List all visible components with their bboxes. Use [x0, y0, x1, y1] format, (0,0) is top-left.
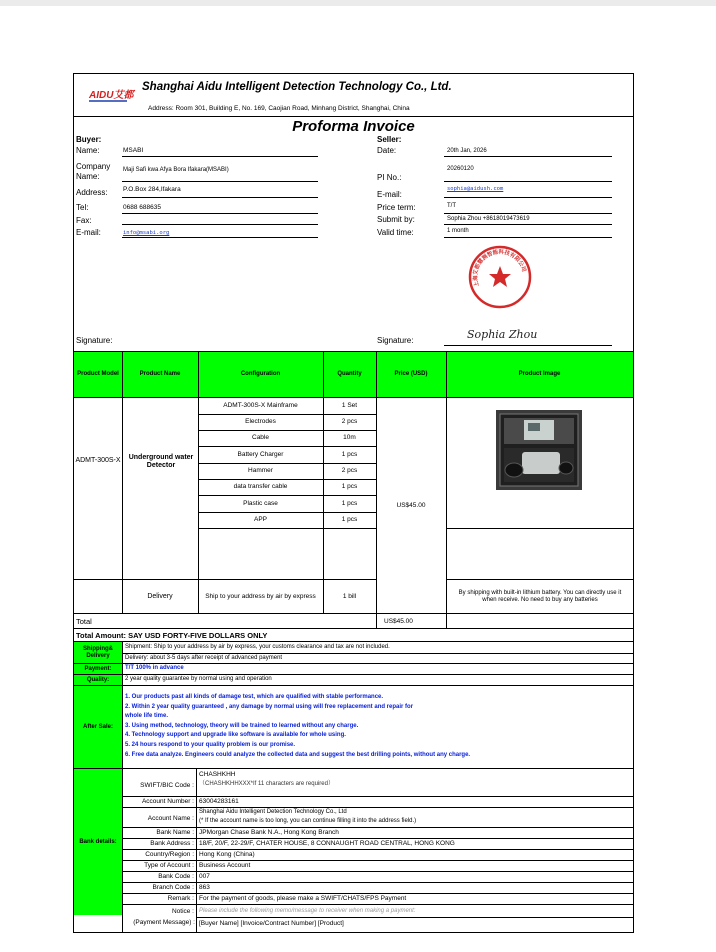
config-item: Hammer: [248, 467, 273, 474]
config-item: Battery Charger: [237, 450, 284, 458]
col-header-name: Product Name: [139, 371, 181, 377]
svg-text:上海艾都慧测智能科技有限公司: 上海艾都慧测智能科技有限公司: [472, 249, 527, 288]
col-header-model: Product Model: [77, 371, 119, 377]
bank-address-label: Bank Address :: [150, 840, 194, 847]
product-image: [496, 410, 582, 490]
qty-item: 1 pcs: [341, 450, 358, 458]
company-seal-stamp: [467, 244, 533, 310]
payment-label: Payment:: [84, 665, 112, 672]
buyer-address: P.O.Box 284,Ifakara: [123, 186, 181, 193]
seller-price-term-label: Price term:: [377, 203, 416, 212]
remark: For the payment of goods, please make a SWIFT/CHATS/FPS Payment: [199, 895, 407, 902]
product-name: Underground water Detector: [128, 454, 194, 469]
col-header-config: Configuration: [240, 371, 281, 377]
account-name-note: (* If the account name is too long, you can continue filling it into the address field.): [199, 818, 417, 824]
after-sale-line: 2. Within 2 year quality guaranteed , any damage by normal using will free replacement and repair for: [125, 704, 414, 710]
buyer-email-label: E-mail:: [76, 228, 101, 237]
col-header-image: Product Image: [518, 371, 561, 377]
page-title: Proforma Invoice: [292, 118, 415, 135]
account-number: 63004283161: [199, 798, 239, 805]
buyer-email[interactable]: info@msabi.org: [123, 230, 170, 236]
seller-submit: Sophia Zhou +8618019473619: [447, 216, 530, 222]
company-logo: [89, 86, 134, 104]
buyer-company-label: Company: [76, 162, 111, 171]
after-sale-line: 6. Free data analyze. Engineers could analyze the collected data and suggest the best drilling points, without any charge.: [125, 752, 471, 758]
seller-date: 20th Jan, 2026: [447, 148, 487, 154]
buyer-heading: Buyer:: [76, 135, 102, 144]
delivery-name: Delivery: [147, 592, 173, 600]
buyer-tel: 0688 688635: [123, 204, 161, 211]
after-sale-line: 4. Technology support and upgrade like software is available for whole using.: [125, 732, 346, 738]
shipment-text: Shipment: Ship to your address by air by express, your customs clearance and tax are not included.: [125, 644, 390, 650]
seller-pi: 20260120: [447, 166, 474, 172]
qty-item: 2 pcs: [341, 418, 358, 425]
qty-item: 1 pcs: [341, 516, 358, 523]
delivery-note: By shipping with built-in lithium battery. You can directly use it when receive. No need to buy any batteries: [458, 589, 622, 603]
branch-code-label: Branch Code :: [152, 884, 194, 891]
buyer-tel-label: Tel:: [76, 203, 89, 212]
account-type: Business Account: [199, 862, 251, 869]
bank-label: Bank details:: [79, 838, 117, 845]
country-label: Country/Region :: [145, 851, 194, 858]
after-sale-line: 1. Our products past all kinds of damage test, which are qualified with stable performance.: [125, 694, 384, 700]
buyer-company: Maji Safi kwa Afya Bora Ifakara(MSABI): [123, 167, 229, 173]
bank-name-label: Bank Name :: [156, 829, 194, 836]
delivery-config: Ship to your address by air by express: [205, 592, 316, 600]
swift-code: CHASHKHH: [199, 771, 236, 778]
delivery-qty: 1 bill: [342, 592, 357, 600]
branch-code: 863: [199, 884, 210, 891]
buyer-address-label: Address:: [76, 188, 108, 197]
quality-label: Quality:: [86, 676, 110, 683]
config-item: Electrodes: [245, 418, 276, 425]
seller-submit-label: Submit by:: [377, 215, 415, 224]
seller-pi-label: PI No.:: [377, 173, 402, 182]
col-header-price: Price (USD): [394, 371, 428, 377]
notice-label: Notice :: [171, 908, 194, 915]
country: Hong Kong (China): [199, 851, 255, 858]
seller-signature-label: Signature:: [377, 336, 414, 345]
notice-label-2: (Payment Message) :: [133, 919, 195, 926]
seller-heading: Seller:: [377, 135, 402, 144]
qty-item: 1 pcs: [341, 499, 358, 507]
buyer-name-label: Name:: [76, 146, 100, 155]
config-item: data transfer cable: [233, 483, 288, 490]
config-item: ADMT-300S-X Mainframe: [223, 402, 298, 409]
notice-text: Please include the following memo/message to receiver when making a payment:: [199, 908, 416, 914]
seller-price-term: T/T: [447, 203, 456, 209]
seller-date-label: Date:: [377, 146, 397, 155]
total-label: Total: [76, 617, 92, 626]
remark-label: Remark :: [167, 895, 194, 902]
payment-text: T/T 100% in advance: [125, 665, 184, 671]
account-name-label: Account Name :: [147, 815, 194, 822]
company-address: Address: Room 301, Building E, No. 169, Caojian Road, Minhang District, Shanghai, China: [148, 105, 410, 112]
seller-valid: 1 month: [447, 228, 469, 234]
config-item: Plastic case: [243, 499, 278, 507]
total-amount: Total Amount: SAY USD FORTY-FIVE DOLLARS ONLY: [76, 631, 268, 640]
bank-name: JPMorgan Chase Bank N.A., Hong Kong Branch: [199, 829, 339, 836]
company-name: Shanghai Aidu Intelligent Detection Technology Co., Ltd.: [142, 81, 452, 93]
quality-text: 2 year quality guarantee by normal using and operation: [125, 676, 272, 682]
seller-email-label: E-mail:: [377, 190, 402, 199]
config-item: Cable: [252, 434, 269, 441]
qty-item: 1 Set: [341, 402, 358, 409]
col-header-quantity: Quantity: [337, 371, 362, 377]
viewer-top-bar: [0, 0, 716, 6]
shipping-label: Shipping& Delivery: [83, 645, 113, 659]
buyer-company-label-2: Name:: [76, 172, 100, 181]
product-model: ADMT-300S-X: [75, 457, 121, 464]
notice-format: [Buyer Name] [Invoice/Contract Number] [Product]: [199, 920, 344, 927]
svg-text:AIDU艾都: AIDU艾都: [89, 90, 134, 101]
qty-item: 1 pcs: [341, 483, 358, 490]
account-name: Shanghai Aidu Intelligent Detection Technology Co., Ltd: [199, 809, 347, 815]
qty-item: 10m: [343, 434, 356, 441]
account-type-label: Type of Account :: [144, 862, 194, 869]
buyer-fax-label: Fax:: [76, 216, 92, 225]
after-sale-line: whole life time.: [125, 713, 169, 719]
total-price: US$45.00: [384, 618, 413, 625]
delivery-text: Delivery: about 3-5 days after receipt of advanced payment: [125, 655, 283, 661]
seller-email[interactable]: sophia@aidush.com: [447, 186, 504, 192]
bank-address: 18/F, 20/F, 22-29/F, CHATER HOUSE, 8 CONNAUGHT ROAD CENTRAL, HONG KONG: [199, 840, 455, 847]
after-sale-line: 3. Using method, technology, theory will be trained to learned without any charge.: [125, 723, 359, 729]
invoice-page: [73, 73, 634, 933]
bank-code-label: Bank Code :: [158, 873, 194, 880]
after-sale-line: 5. 24 hours respond to your quality problem is our promise.: [125, 742, 296, 748]
after-sale-label: After Sale:: [82, 723, 113, 730]
bank-code: 007: [199, 873, 210, 880]
qty-item: 2 pcs: [341, 467, 358, 474]
seller-valid-label: Valid time:: [377, 228, 414, 237]
account-number-label: Account Number :: [141, 798, 194, 805]
buyer-signature-label: Signature:: [76, 336, 113, 345]
buyer-name: MSABI: [123, 147, 144, 154]
unit-price: US$45.00: [396, 502, 426, 509]
swift-note: （CHASHKHHXXX*If 11 characters are required）: [199, 781, 334, 787]
config-item: APP: [253, 516, 267, 523]
swift-label: SWIFT/BIC Code :: [140, 782, 194, 789]
seller-signature: Sophia Zhou: [467, 328, 538, 341]
